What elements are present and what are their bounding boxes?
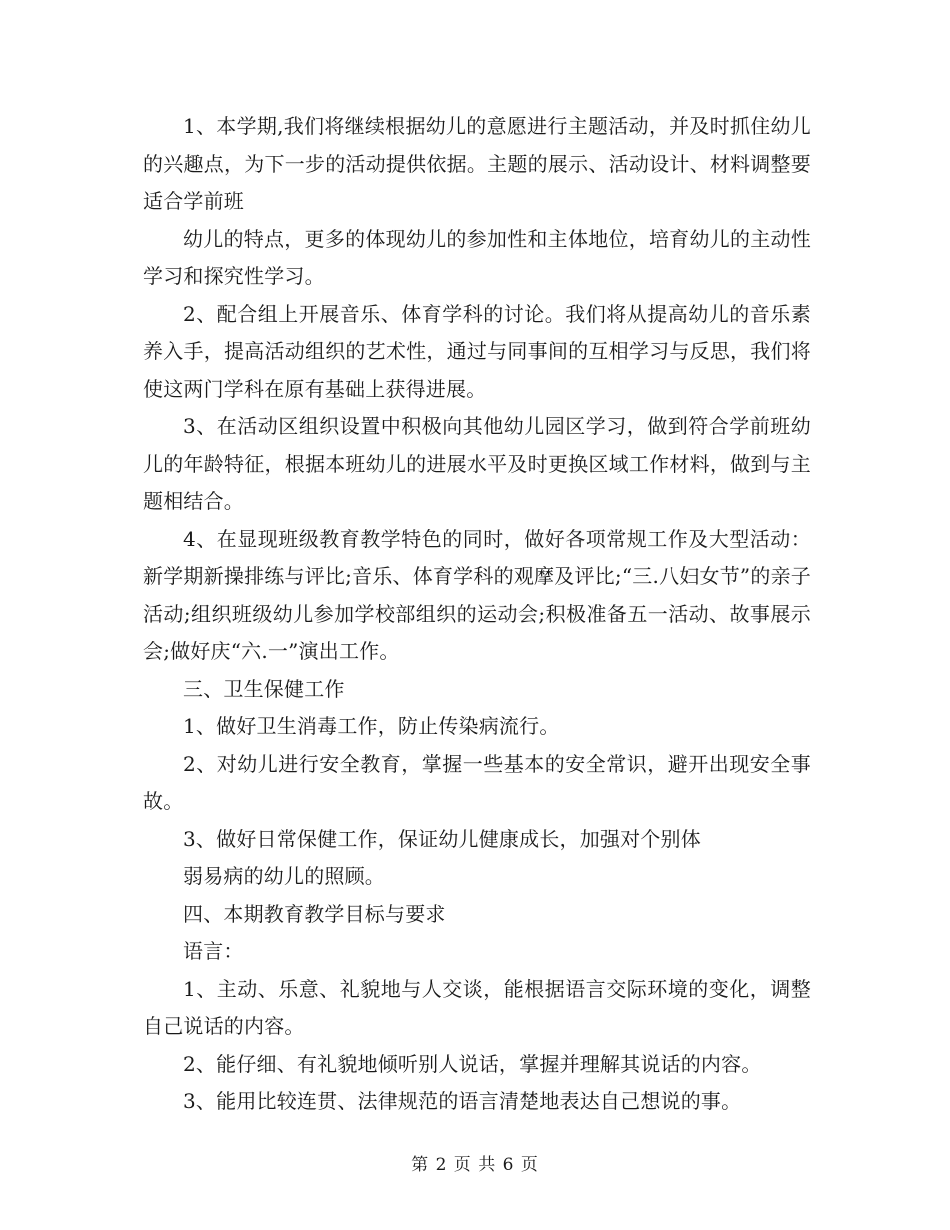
paragraph-10: 1、主动、乐意、礼貌地与人交谈，能根据语言交际环境的变化，调整自己说话的内容。 <box>143 976 811 1038</box>
paragraph-2: 幼儿的特点，更多的体现幼儿的参加性和主体地位，培育幼儿的主动性学习和探究性学习。 <box>143 226 811 288</box>
paragraph-9: 弱易病的幼儿的照顾。 <box>183 864 385 888</box>
paragraph-1: 1、本学期,我们将继续根据幼儿的意愿进行主题活动，并及时抓住幼儿的兴趣点，为下一步的活动提供依据。主题的展示、活动设计、材料调整要适合学前班 <box>143 114 811 213</box>
paragraph-4: 3、在活动区组织设置中积极向其他幼儿园区学习，做到符合学前班幼儿的年龄特征，根据本班幼儿的进展水平及时更换区域工作材料，做到与主题相结合。 <box>143 414 811 513</box>
section-heading-health: 三、卫生保健工作 <box>183 676 345 701</box>
paragraph-6: 1、做好卫生消毒工作，防止传染病流行。 <box>183 714 560 738</box>
paragraph-8: 3、做好日常保健工作，保证幼儿健康成长，加强对个别体 <box>183 826 701 851</box>
subheading-language: 语言： <box>183 939 244 963</box>
section-heading-goals: 四、本期教育教学目标与要求 <box>183 901 446 926</box>
paragraph-11: 2、能仔细、有礼貌地倾听别人说话，掌握并理解其说话的内容。 <box>183 1051 762 1076</box>
document-body <box>143 108 811 1121</box>
paragraph-3: 2、配合组上开展音乐、体育学科的讨论。我们将从提高幼儿的音乐素养入手，提高活动组织的艺术性，通过与同事间的互相学习与反思，我们将使这两门学科在原有基础上获得进展。 <box>143 301 811 401</box>
paragraph-5: 4、在显现班级教育教学特色的同时，做好各项常规工作及大型活动：新学期新操排练与评比;音乐、体育学科的观摩及评比;“三.八妇女节”的亲子活动;组织班级幼儿参加学校部组织的运动会;积极准备五一活动、故事展示会;做好庆“六.一”演出工作。 <box>143 526 811 663</box>
paragraph-7: 2、对幼儿进行安全教育，掌握一些基本的安全常识，避开出现安全事故。 <box>143 751 811 813</box>
page-number-footer: 第 2 页 共 6 页 <box>411 1155 539 1175</box>
paragraph-12: 3、能用比较连贯、法律规范的语言清楚地表达自己想说的事。 <box>183 1089 742 1113</box>
